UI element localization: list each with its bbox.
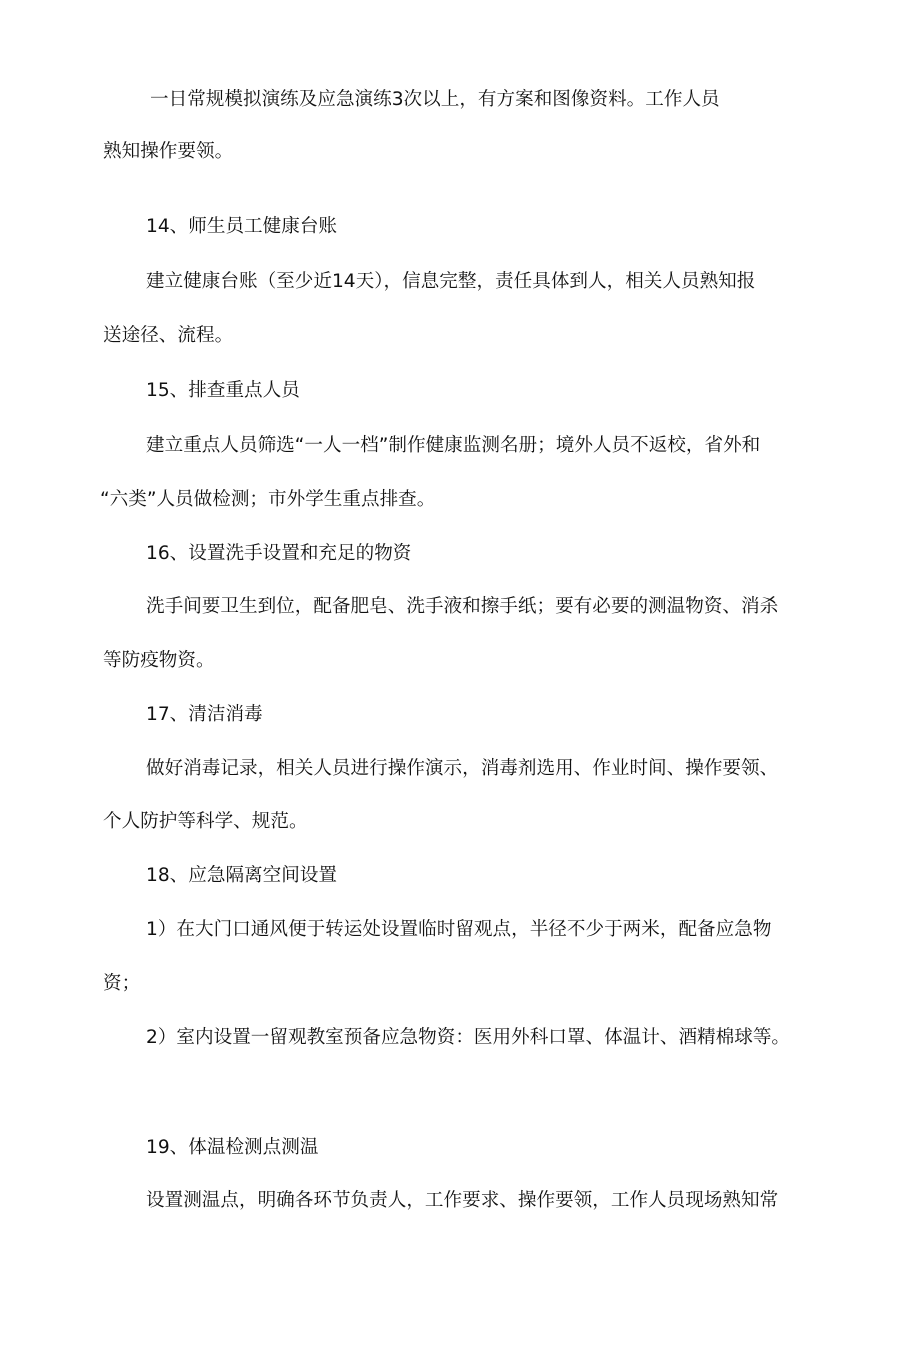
list-item-1-continued: 资；: [103, 973, 141, 994]
section-heading-17: 17、清洁消毒: [146, 704, 263, 725]
section-heading-15: 15、排查重点人员: [146, 380, 300, 401]
paragraph-line: “六类”人员做检测；市外学生重点排查。: [100, 489, 436, 510]
section-heading-16: 16、设置洗手设置和充足的物资: [146, 543, 412, 564]
list-item-1: 1）在大门口通风便于转运处设置临时留观点，半径不少于两米，配备应急物: [146, 919, 772, 940]
paragraph-line: 个人防护等科学、规范。: [103, 811, 308, 832]
paragraph-line: 等防疫物资。: [103, 650, 215, 671]
section-heading-19: 19、体温检测点测温: [146, 1137, 319, 1158]
list-item-2: 2）室内设置一留观教室预备应急物资：医用外科口罩、体温计、酒精棉球等。: [146, 1027, 791, 1048]
paragraph-line: 做好消毒记录，相关人员进行操作演示，消毒剂选用、作业时间、操作要领、: [146, 758, 779, 779]
section-heading-14: 14、师生员工健康台账: [146, 216, 338, 237]
paragraph-line: 设置测温点，明确各环节负责人，工作要求、操作要领，工作人员现场熟知常: [146, 1190, 779, 1211]
paragraph-line: 建立健康台账（至少近14天），信息完整，责任具体到人，相关人员熟知报: [146, 271, 756, 292]
paragraph-line: 一日常规模拟演练及应急演练3次以上，有方案和图像资料。工作人员: [150, 89, 720, 110]
section-heading-18: 18、应急隔离空间设置: [146, 865, 338, 886]
paragraph-line: 洗手间要卫生到位，配备肥皂、洗手液和擦手纸；要有必要的测温物资、消杀: [146, 596, 779, 617]
paragraph-line: 送途径、流程。: [103, 325, 234, 346]
paragraph-line: 建立重点人员筛选“一人一档”制作健康监测名册；境外人员不返校，省外和: [146, 435, 761, 456]
paragraph-line: 熟知操作要领。: [103, 141, 234, 162]
